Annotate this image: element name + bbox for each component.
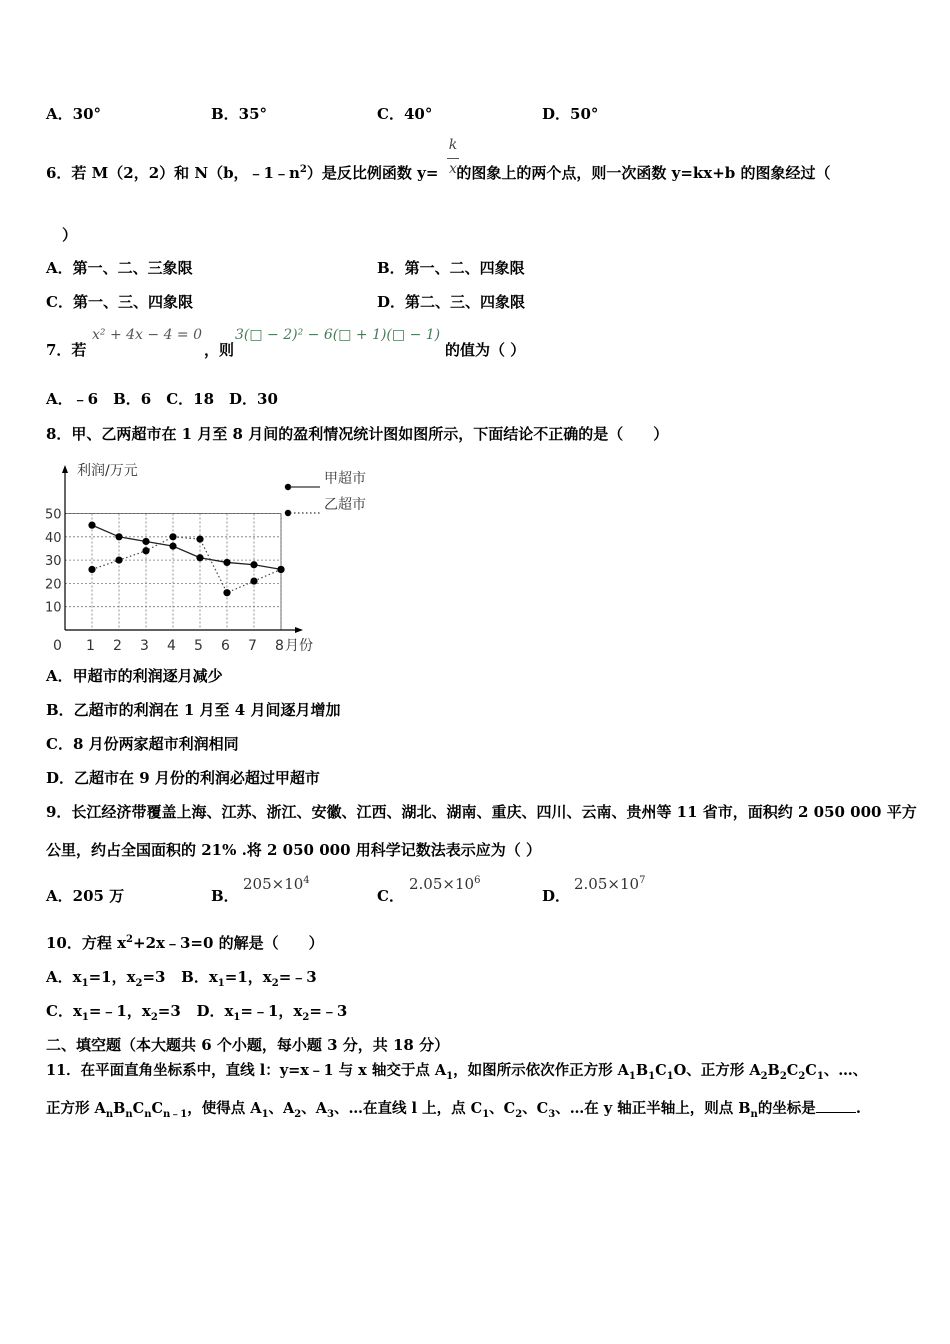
q8-option-a: A．甲超市的利润逐月减少: [46, 667, 223, 685]
y-tick-label: 10: [45, 600, 62, 616]
y-axis-arrow: [62, 465, 68, 473]
q8-option-c: C．8 月份两家超市利润相同: [46, 735, 239, 753]
q10-stem: 10．方程 $x^2+2x﹣3=0$ 的解是（ ）: [46, 934, 324, 952]
series-2-point: [196, 536, 203, 543]
x-tick-label: 0: [53, 638, 62, 654]
q6-option-b: B．第一、二、四象限: [377, 259, 525, 277]
series-2-point: [142, 547, 149, 554]
q7-suffix: 的值为（ ）: [445, 341, 526, 359]
q6-option-a: A．第一、二、三象限: [46, 259, 193, 277]
series-1-point: [250, 561, 257, 568]
q6-fraction-numerator: k: [448, 137, 458, 153]
q11-line-1: 11．在平面直角坐标系中，直线 l：y=x﹣1 与 x 轴交于点 $A_1$，如图所示依次作正方形 $A_1B_1C_1O$、正方形 $A_2B_2C_2C_1$、…、: [46, 1062, 868, 1082]
q5-option-d: D．50°: [542, 105, 599, 123]
q10-options-cd: C．$x_1=﹣1$，$x_2=3$ D．$x_1=﹣1$，$x_2=﹣3$: [46, 1002, 348, 1023]
q9-option-a: A．205 万: [46, 887, 125, 905]
q6-option-d: D．第二、三、四象限: [377, 293, 526, 311]
series-2-point: [115, 557, 122, 564]
series-2-point: [277, 566, 284, 573]
x-tick-label: 1: [86, 638, 95, 654]
q5-option-b: B．35°: [211, 105, 268, 123]
q7-mid: ，则: [204, 341, 235, 359]
series-2-point: [169, 533, 176, 540]
q11-line-2: 正方形 $A_nB_nC_nC_{n﹣1}$，使得点 $A_1$、$A_2$、$A_3$、…在直线 l 上，点 $C_1$、$C_2$、$C_3$、…在 y 轴正半轴上，则点 $B_n$的坐标是 .: [46, 1100, 861, 1120]
series-1-point: [223, 559, 230, 566]
q9-option-c-value: $2.05\times 10^6$: [409, 875, 481, 893]
q6-close-paren: ）: [62, 226, 78, 244]
q8-option-d: D．乙超市在 9 月份的利润必超过甲超市: [46, 769, 320, 787]
q6-stem: 6．若 M（2，2）和 N（b，$﹣1﹣n^2$）是反比例函数 y= 的图象上的两个点，则一次函数 y=kx+b 的图象经过（: [46, 164, 831, 182]
q9-option-c-label: C．: [377, 887, 404, 905]
y-tick-label: 30: [45, 554, 62, 570]
section-2-title: 二、填空题（本大题共 6 个小题，每小题 3 分，共 18 分）: [46, 1036, 450, 1054]
series-1-point: [196, 554, 203, 561]
q7-options: A．﹣6 B．6 C．18 D．30: [46, 390, 278, 408]
q9-option-b-label: B．: [211, 887, 239, 905]
series-2-point: [88, 566, 95, 573]
chart-axes: [45, 462, 313, 654]
q5-option-c: C．40°: [377, 105, 433, 123]
series-2-point: [250, 577, 257, 584]
series-1-point: [88, 522, 95, 529]
q9-stem-line-1: 9．长江经济带覆盖上海、江苏、浙江、安徽、江西、湖北、湖南、重庆、四川、云南、贵州等 11 省市，面积约 2 050 000 平方: [46, 803, 917, 821]
legend-label-1: 甲超市: [324, 471, 366, 487]
q6-fraction-denominator: x: [449, 161, 457, 177]
q9-stem-line-2: 公里，约占全国面积的 21% .将 2 050 000 用科学记数法表示应为（ ）: [46, 841, 541, 859]
x-tick-label: 3: [140, 638, 149, 654]
q11-answer-blank[interactable]: [816, 1098, 856, 1113]
x-tick-label: 6: [221, 638, 230, 654]
x-axis-arrow: [295, 627, 303, 633]
y-tick-label: 50: [45, 507, 62, 523]
x-tick-label: 7: [248, 638, 257, 654]
x-axis-label: 月份: [285, 638, 313, 654]
q9-option-d-value: $2.05\times 10^7$: [574, 875, 646, 893]
y-tick-label: 20: [45, 577, 62, 593]
q7-prefix: 7．若: [46, 341, 87, 359]
q5-option-a: A．30°: [46, 105, 102, 123]
q6-fraction-bar: [447, 158, 459, 159]
q6-option-c: C．第一、三、四象限: [46, 293, 193, 311]
series-1-point: [142, 538, 149, 545]
q8-option-b: B．乙超市的利润在 1 月至 4 月间逐月增加: [46, 701, 341, 719]
chart-series: [88, 522, 284, 597]
q7-equation-1: x² + 4x − 4 = 0: [92, 327, 203, 343]
series-1-point: [115, 533, 122, 540]
x-tick-label: 8: [275, 638, 284, 654]
chart-grid: [65, 514, 281, 631]
q8-stem: 8．甲、乙两超市在 1 月至 8 月间的盈利情况统计图如图所示，下面结论不正确的是（ ）: [46, 425, 669, 443]
y-axis-label: 利润/万元: [77, 463, 138, 479]
x-tick-label: 5: [194, 638, 203, 654]
profit-line-chart: [40, 455, 400, 654]
q10-options-ab: A．$x_1=1$，$x_2=3$ B．$x_1=1$，$x_2=﹣3$: [46, 968, 317, 989]
x-tick-label: 2: [113, 638, 122, 654]
x-tick-label: 4: [167, 638, 176, 654]
chart-legend: [285, 470, 366, 516]
q7-equation-2: 3(□ − 2)² − 6(□ + 1)(□ − 1): [235, 327, 441, 343]
legend-label-2: 乙超市: [324, 497, 366, 513]
y-tick-label: 40: [45, 530, 62, 546]
q9-option-d-label: D．: [542, 887, 571, 905]
series-2-point: [223, 589, 230, 596]
q9-option-b-value: $205\times 10^4$: [243, 875, 310, 893]
series-1-point: [169, 543, 176, 550]
